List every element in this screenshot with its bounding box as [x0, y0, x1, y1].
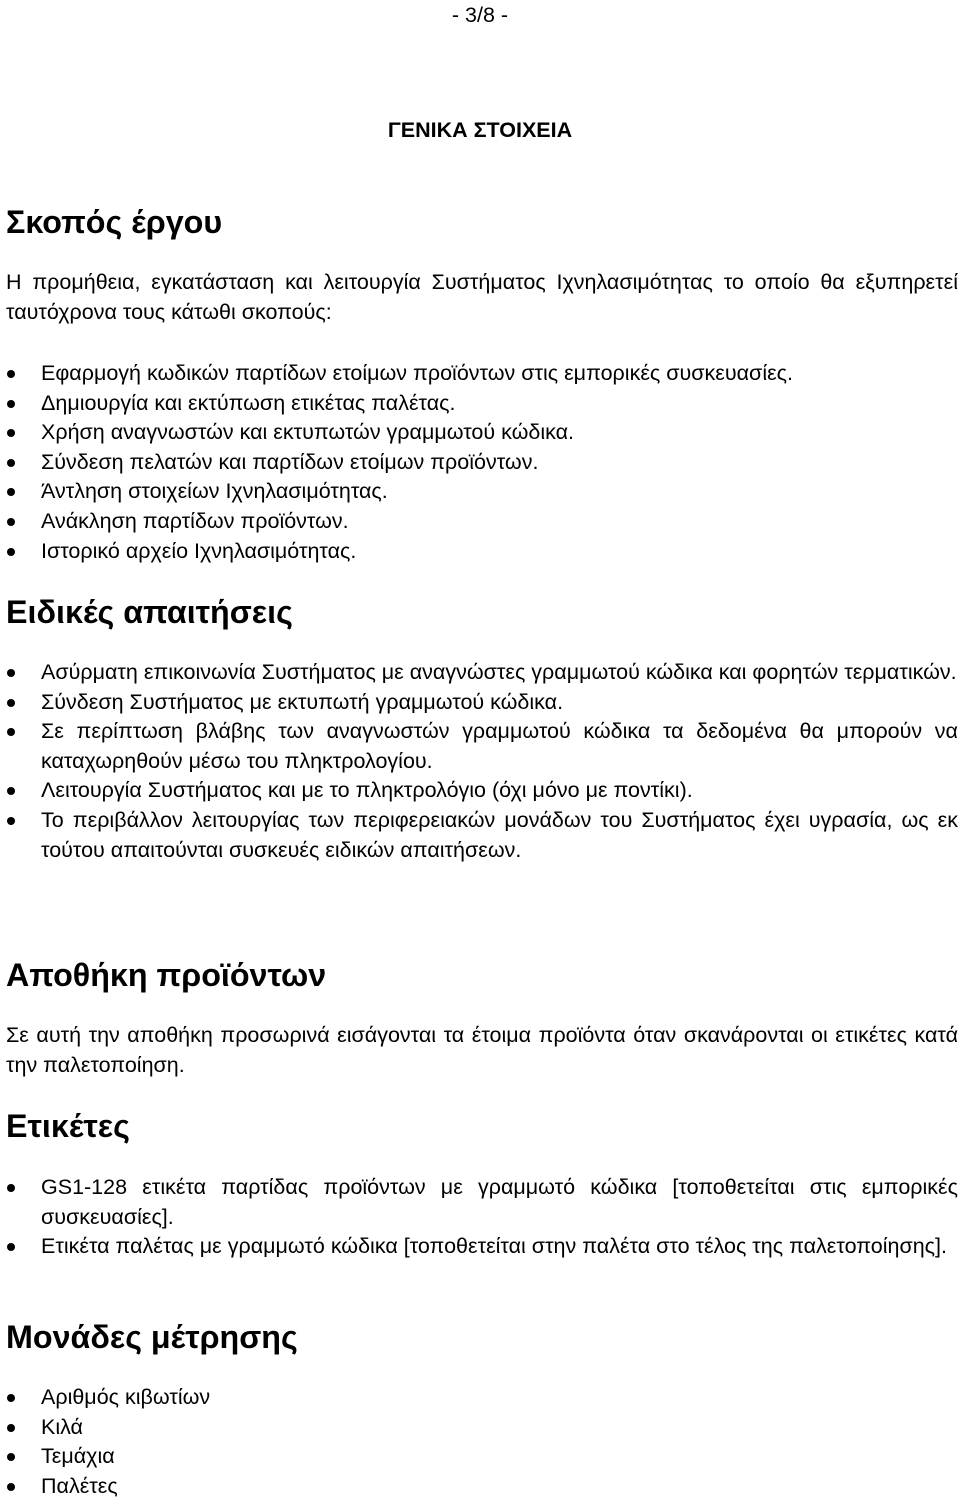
list-item: Αριθμός κιβωτίων	[0, 1383, 958, 1413]
list-item: Ιστορικό αρχείο Ιχνηλασιμότητας.	[0, 537, 958, 567]
bullet-icon	[7, 370, 15, 378]
document-title: ΓΕΝΙΚΑ ΣΤΟΙΧΕΙΑ	[387, 118, 573, 142]
bullet-icon	[7, 1424, 15, 1432]
list-item: Χρήση αναγνωστών και εκτυπωτών γραμμωτού κώδικα.	[0, 418, 958, 448]
bullet-icon	[7, 518, 15, 526]
heading-product-warehouse: Αποθήκη προϊόντων	[6, 957, 327, 993]
bullet-icon	[7, 1394, 15, 1402]
bullet-icon	[7, 459, 15, 467]
list-item: Σύνδεση πελατών και παρτίδων ετοίμων προϊόντων.	[0, 448, 958, 478]
bullet-icon	[7, 1243, 15, 1251]
bullet-icon	[7, 548, 15, 556]
heading-project-purpose: Σκοπός έργου	[6, 204, 223, 240]
list-item: Λειτουργία Συστήματος και με το πληκτρολόγιο (όχι μόνο με ποντίκι).	[0, 776, 958, 806]
list-item: Τεμάχια	[0, 1442, 958, 1472]
heading-units-of-measure: Μονάδες μέτρησης	[6, 1319, 298, 1355]
bullet-icon	[7, 817, 15, 825]
bullet-icon	[7, 669, 15, 677]
list-item: Σε περίπτωση βλάβης των αναγνωστών γραμμωτού κώδικα τα δεδομένα θα μπορούν να καταχωρηθούν μέσω του πληκτρολογίου.	[0, 717, 958, 776]
warehouse-paragraph: Σε αυτή την αποθήκη προσωρινά εισάγονται τα έτοιμα προϊόντα όταν σκανάρονται οι ετικέτες κατά την παλετοποίηση.	[6, 1023, 958, 1077]
heading-special-requirements: Ειδικές απαιτήσεις	[6, 594, 293, 630]
list-item: Το περιβάλλον λειτουργίας των περιφερειακών μονάδων του Συστήματος έχει υγρασία, ως εκ τούτου απαιτούνται συσκευές ειδικών απαιτήσεων.	[0, 806, 958, 865]
bullet-icon	[7, 699, 15, 707]
purpose-intro-paragraph: Η προμήθεια, εγκατάσταση και λειτουργία Συστήματος Ιχνηλασιμότητας το οποίο θα εξυπηρετεί ταυτόχρονα τους κάτωθι σκοπούς:	[6, 270, 958, 324]
units-list	[0, 1383, 958, 1501]
bullet-icon	[7, 1483, 15, 1491]
list-item: Άντληση στοιχείων Ιχνηλασιμότητας.	[0, 477, 958, 507]
list-item: Εφαρμογή κωδικών παρτίδων ετοίμων προϊόντων στις εμπορικές συσκευασίες.	[0, 359, 958, 389]
list-item: Ασύρματη επικοινωνία Συστήματος με αναγνώστες γραμμωτού κώδικα και φορητών τερματικών.	[0, 658, 958, 688]
labels-list	[0, 1173, 958, 1262]
bullet-icon	[7, 429, 15, 437]
requirements-list	[0, 658, 958, 865]
bullet-icon	[7, 400, 15, 408]
heading-labels: Ετικέτες	[6, 1108, 130, 1144]
bullet-icon	[7, 787, 15, 795]
purpose-list	[0, 359, 958, 566]
page-number: - 3/8 -	[451, 3, 509, 27]
list-item: GS1-128 ετικέτα παρτίδας προϊόντων με γραμμωτό κώδικα [τοποθετείται στις εμπορικές συσκευασίες].	[0, 1173, 958, 1232]
list-item: Κιλά	[0, 1413, 958, 1443]
bullet-icon	[7, 1184, 15, 1192]
bullet-icon	[7, 488, 15, 496]
list-item: Δημιουργία και εκτύπωση ετικέτας παλέτας.	[0, 389, 958, 419]
list-item: Παλέτες	[0, 1472, 958, 1502]
list-item: Ετικέτα παλέτας με γραμμωτό κώδικα [τοποθετείται στην παλέτα στο τέλος της παλετοποίησης].	[0, 1232, 958, 1262]
list-item: Σύνδεση Συστήματος με εκτυπωτή γραμμωτού κώδικα.	[0, 688, 958, 718]
list-item: Ανάκληση παρτίδων προϊόντων.	[0, 507, 958, 537]
bullet-icon	[7, 728, 15, 736]
bullet-icon	[7, 1453, 15, 1461]
